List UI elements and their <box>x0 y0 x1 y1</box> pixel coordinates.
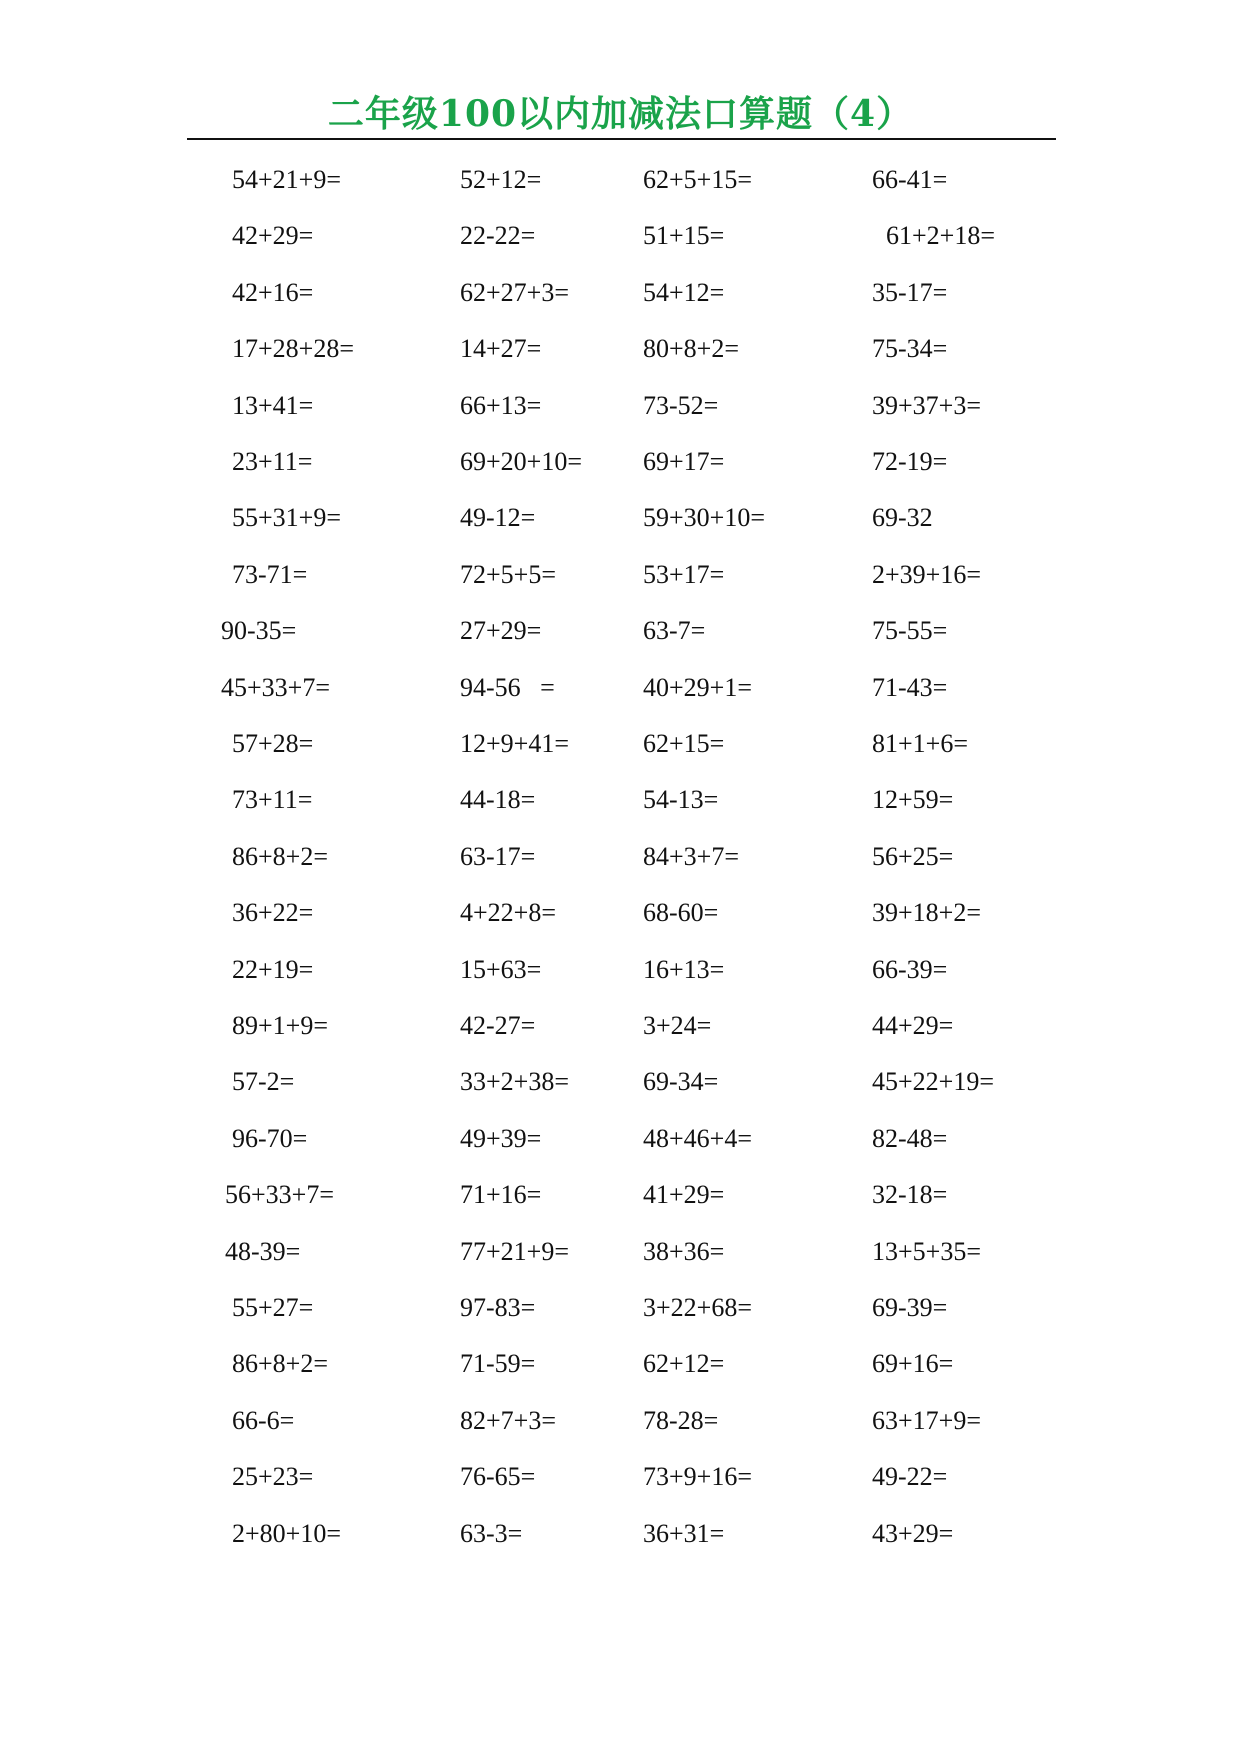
problem-item: 45+33+7= <box>221 673 330 702</box>
problem-item: 63-7= <box>643 616 706 645</box>
problem-item: 56+33+7= <box>225 1180 334 1209</box>
problem-item: 73-52= <box>643 391 719 420</box>
problem-item: 62+27+3= <box>460 278 569 307</box>
problem-item: 39+37+3= <box>872 391 981 420</box>
problem-item: 61+2+18= <box>886 221 995 250</box>
problem-item: 73+11= <box>232 785 313 814</box>
problem-item: 62+15= <box>643 729 725 758</box>
problem-item: 62+5+15= <box>643 165 752 194</box>
problem-item: 94-56 = <box>460 673 555 702</box>
problem-item: 71+16= <box>460 1180 542 1209</box>
problem-item: 4+22+8= <box>460 898 556 927</box>
problem-item: 90-35= <box>221 616 297 645</box>
problem-item: 13+41= <box>232 391 314 420</box>
problem-item: 63-3= <box>460 1519 523 1548</box>
problem-item: 49+39= <box>460 1124 542 1153</box>
problem-item: 66-6= <box>232 1406 295 1435</box>
problem-item: 42+16= <box>232 278 314 307</box>
problem-item: 27+29= <box>460 616 542 645</box>
problem-item: 51+15= <box>643 221 725 250</box>
problem-item: 66-41= <box>872 165 948 194</box>
problem-item: 96-70= <box>232 1124 308 1153</box>
problem-item: 2+39+16= <box>872 560 981 589</box>
problem-item: 63+17+9= <box>872 1406 981 1435</box>
problem-item: 69+17= <box>643 447 725 476</box>
problem-item: 69-32 <box>872 503 933 532</box>
problem-item: 82+7+3= <box>460 1406 556 1435</box>
problem-item: 84+3+7= <box>643 842 739 871</box>
problem-item: 43+29= <box>872 1519 954 1548</box>
problem-item: 3+22+68= <box>643 1293 752 1322</box>
problem-item: 42+29= <box>232 221 314 250</box>
problem-item: 48-39= <box>225 1237 301 1266</box>
problem-item: 56+25= <box>872 842 954 871</box>
problem-item: 86+8+2= <box>232 1349 328 1378</box>
problem-item: 75-55= <box>872 616 948 645</box>
problem-item: 16+13= <box>643 955 725 984</box>
problem-item: 3+24= <box>643 1011 712 1040</box>
problem-item: 48+46+4= <box>643 1124 752 1153</box>
problem-item: 49-12= <box>460 503 536 532</box>
problem-item: 52+12= <box>460 165 542 194</box>
problem-item: 72-19= <box>872 447 948 476</box>
problem-item: 23+11= <box>232 447 313 476</box>
problem-item: 15+63= <box>460 955 542 984</box>
problem-item: 14+27= <box>460 334 542 363</box>
problem-item: 44+29= <box>872 1011 954 1040</box>
problem-item: 17+28+28= <box>232 334 354 363</box>
problem-item: 22+19= <box>232 955 314 984</box>
problem-item: 55+31+9= <box>232 503 341 532</box>
problem-item: 57+28= <box>232 729 314 758</box>
problem-item: 13+5+35= <box>872 1237 981 1266</box>
problem-item: 55+27= <box>232 1293 314 1322</box>
problem-item: 54+21+9= <box>232 165 341 194</box>
problem-item: 68-60= <box>643 898 719 927</box>
problem-item: 62+12= <box>643 1349 725 1378</box>
problem-item: 97-83= <box>460 1293 536 1322</box>
problem-item: 66-39= <box>872 955 948 984</box>
problem-item: 22-22= <box>460 221 536 250</box>
problem-item: 73-71= <box>232 560 308 589</box>
problem-item: 32-18= <box>872 1180 948 1209</box>
problem-item: 38+36= <box>643 1237 725 1266</box>
problem-item: 73+9+16= <box>643 1462 752 1491</box>
problem-item: 36+31= <box>643 1519 725 1548</box>
page-title: 二年级100以内加减法口算题（4） <box>327 93 914 135</box>
problem-item: 69-34= <box>643 1067 719 1096</box>
problem-item: 66+13= <box>460 391 542 420</box>
problem-item: 53+17= <box>643 560 725 589</box>
problem-item: 72+5+5= <box>460 560 556 589</box>
problem-item: 69+20+10= <box>460 447 582 476</box>
problem-item: 33+2+38= <box>460 1067 569 1096</box>
problem-item: 81+1+6= <box>872 729 968 758</box>
problem-item: 40+29+1= <box>643 673 752 702</box>
problem-item: 78-28= <box>643 1406 719 1435</box>
problem-item: 36+22= <box>232 898 314 927</box>
problem-item: 63-17= <box>460 842 536 871</box>
problem-item: 71-43= <box>872 673 948 702</box>
problem-item: 2+80+10= <box>232 1519 341 1548</box>
problem-item: 57-2= <box>232 1067 295 1096</box>
problem-item: 59+30+10= <box>643 503 765 532</box>
problem-item: 76-65= <box>460 1462 536 1491</box>
problem-item: 49-22= <box>872 1462 948 1491</box>
problem-item: 44-18= <box>460 785 536 814</box>
problem-item: 45+22+19= <box>872 1067 994 1096</box>
problem-item: 42-27= <box>460 1011 536 1040</box>
problem-item: 75-34= <box>872 334 948 363</box>
problem-item: 80+8+2= <box>643 334 739 363</box>
problem-item: 86+8+2= <box>232 842 328 871</box>
problem-item: 54+12= <box>643 278 725 307</box>
problem-item: 41+29= <box>643 1180 725 1209</box>
problem-item: 77+21+9= <box>460 1237 569 1266</box>
problem-item: 71-59= <box>460 1349 536 1378</box>
problem-item: 69-39= <box>872 1293 948 1322</box>
problem-item: 25+23= <box>232 1462 314 1491</box>
problem-item: 39+18+2= <box>872 898 981 927</box>
problem-item: 69+16= <box>872 1349 954 1378</box>
problem-item: 35-17= <box>872 278 948 307</box>
problem-item: 54-13= <box>643 785 719 814</box>
problem-item: 12+9+41= <box>460 729 569 758</box>
problem-item: 89+1+9= <box>232 1011 328 1040</box>
problem-item: 82-48= <box>872 1124 948 1153</box>
problem-item: 12+59= <box>872 785 954 814</box>
